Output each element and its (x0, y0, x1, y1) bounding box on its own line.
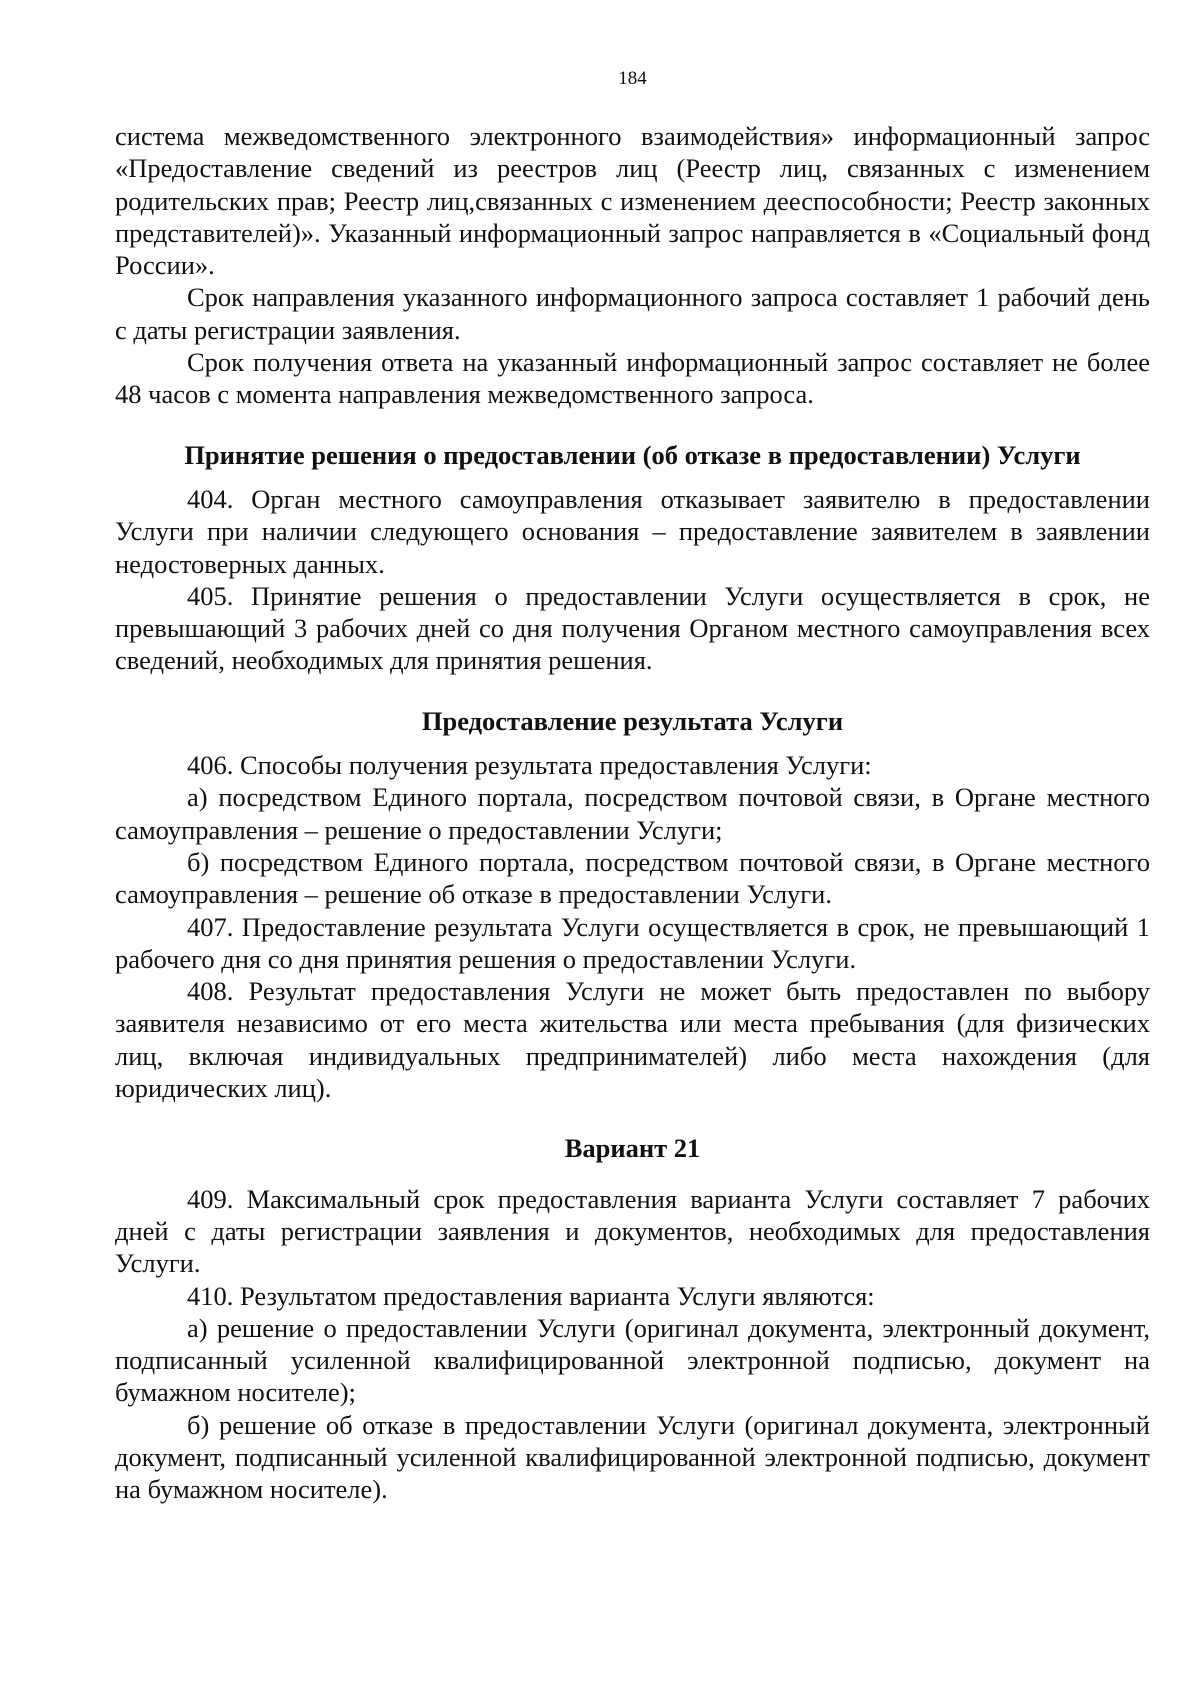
paragraph-405: 405. Принятие решения о предоставлении Услуги осуществляется в срок, не превышающий 3 рабочих дней со дня получения Органом местного самоуправления всех сведений, необходимых для принятия решения. (115, 580, 1150, 676)
paragraph-410b: б) решение об отказе в предоставлении Услуги (оригинал документа, электронный документ, подписанный усиленной квалифицированной электронной подписью, документ на бумажном носителе). (115, 1409, 1150, 1505)
paragraph-407: 407. Предоставление результата Услуги осуществляется в срок, не превышающий 1 рабочего дня со дня принятия решения о предоставлении Услуги. (115, 911, 1150, 974)
paragraph-request-term: Срок направления указанного информационного запроса составляет 1 рабочий день с даты регистрации заявления. (115, 282, 1150, 345)
paragraph-406a: а) посредством Единого портала, посредством почтовой связи, в Органе местного самоуправления – решение о предоставлении Услуги; (115, 782, 1150, 845)
paragraph-406b: б) посредством Единого портала, посредством почтовой связи, в Органе местного самоуправления – решение об отказе в предоставлении Услуги. (115, 846, 1150, 910)
heading-variant: Вариант 21 (564, 1133, 701, 1164)
paragraph-410a: а) решение о предоставлении Услуги (оригинал документа, электронный документ, подписанный усиленной квалифицированной электронной подписью, документ на бумажном носителе); (115, 1312, 1150, 1408)
page-number: 184 (618, 68, 647, 89)
paragraph-408: 408. Результат предоставления Услуги не может быть предоставлен по выбору заявителя независимо от его места жительства или места пребывания (для физических лиц, включая индивидуальных предпринимателей) либо места нахождения (для юридических лиц). (115, 976, 1150, 1104)
paragraph-409: 409. Максимальный срок предоставления варианта Услуги составляет 7 рабочих дней с даты регистрации заявления и документов, необходимых для предоставления Услуги. (115, 1183, 1150, 1279)
paragraph-410: 410. Результатом предоставления варианта Услуги являются: (187, 1280, 875, 1311)
paragraph-response-term: Срок получения ответа на указанный информационный запрос составляет не более 48 часов с момента направления межведомственного запроса. (115, 347, 1150, 410)
document-body (115, 120, 1150, 1506)
heading-decision: Принятие решения о предоставлении (об отказе в предоставлении) Услуги (184, 439, 1081, 470)
heading-result: Предоставление результата Услуги (421, 705, 844, 736)
paragraph-404: 404. Орган местного самоуправления отказывает заявителю в предоставлении Услуги при наличии следующего основания – предоставление заявителем в заявлении недостоверных данных. (115, 483, 1150, 579)
paragraph-406: 406. Способы получения результата предоставления Услуги: (187, 750, 872, 781)
intro-paragraph: система межведомственного электронного взаимодействия» информационный запрос «Предоставление сведений из реестров лиц (Реестр лиц, связанных с изменением родительских прав; Реестр лиц,связанных с изменением дееспособности; Реестр законных представителей)». Указанный информационный запрос направляется в «Социальный фонд России». (115, 121, 1150, 281)
